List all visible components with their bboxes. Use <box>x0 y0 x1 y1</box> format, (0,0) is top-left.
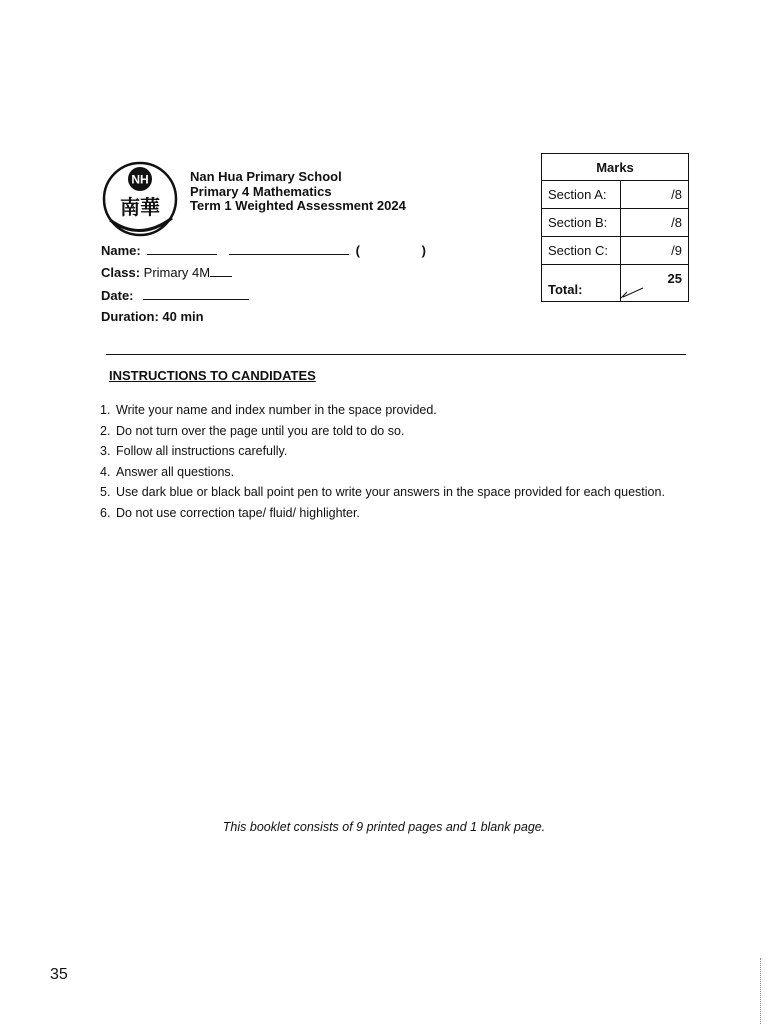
logo-initials: NH <box>131 172 149 187</box>
divider-line <box>106 354 686 355</box>
date-line <box>143 289 249 300</box>
duration-row <box>101 309 204 324</box>
section-b-value: /8 <box>621 209 689 237</box>
total-row <box>542 265 689 302</box>
instructions-list <box>100 402 680 525</box>
total-label: Total: <box>542 265 621 302</box>
instruction-text: Follow all instructions carefully. <box>116 444 288 458</box>
instruction-number: 6. <box>100 505 111 520</box>
school-name: Nan Hua Primary School <box>190 169 342 184</box>
handwritten-slash-mark <box>619 286 645 300</box>
page-number: 35 <box>50 966 68 983</box>
duration-value: 40 min <box>162 309 204 324</box>
instruction-text: Do not turn over the page until you are told to do so. <box>116 423 405 438</box>
instruction-item <box>100 443 680 459</box>
instruction-number: 5. <box>100 485 111 499</box>
marks-table <box>541 153 689 302</box>
assessment-title: Term 1 Weighted Assessment 2024 <box>190 198 406 213</box>
instructions-title: INSTRUCTIONS TO CANDIDATES <box>109 368 316 383</box>
date-row <box>101 288 249 303</box>
instruction-number: 1. <box>100 403 111 417</box>
page-edge-mark <box>760 958 762 1024</box>
marks-row <box>542 181 689 209</box>
total-value: 25 <box>667 271 682 286</box>
class-value: Primary 4M <box>143 265 211 280</box>
instruction-text: Answer all questions. <box>116 464 235 479</box>
section-b-label: Section B: <box>542 209 621 237</box>
index-close: ) <box>421 243 426 258</box>
instruction-text: Use dark blue or black ball point pen to write your answers in the space provided for each question. <box>116 485 665 499</box>
school-logo <box>100 160 184 238</box>
section-c-value: /9 <box>621 237 689 265</box>
class-row <box>101 265 232 280</box>
name-line-1 <box>147 244 217 255</box>
section-c-label: Section C: <box>542 237 621 265</box>
marks-title: Marks <box>542 154 689 181</box>
booklet-note: This booklet consists of 9 printed pages and 1 blank page. <box>222 820 546 834</box>
instruction-number: 4. <box>100 464 111 479</box>
name-line-2 <box>229 244 349 255</box>
duration-label: Duration: <box>101 309 159 324</box>
instruction-text: Do not use correction tape/ fluid/ highlighter. <box>116 505 360 520</box>
section-a-label: Section A: <box>542 181 621 209</box>
total-cell <box>621 265 689 302</box>
instruction-number: 3. <box>100 444 111 458</box>
class-line <box>210 266 232 277</box>
instruction-item <box>100 402 680 418</box>
instruction-item <box>100 484 680 500</box>
name-label: Name: <box>101 243 141 258</box>
logo-chinese-text: 南華 <box>120 195 160 219</box>
instruction-item <box>100 464 680 480</box>
section-a-value: /8 <box>621 181 689 209</box>
instruction-number: 2. <box>100 423 111 438</box>
index-open: ( <box>355 243 360 258</box>
instruction-text: Write your name and index number in the space provided. <box>116 403 437 417</box>
marks-row <box>542 209 689 237</box>
school-header <box>190 170 406 214</box>
subject-title: Primary 4 Mathematics <box>190 183 332 199</box>
name-row <box>101 243 426 258</box>
instruction-item <box>100 423 680 439</box>
marks-row <box>542 237 689 265</box>
instruction-item <box>100 505 680 521</box>
date-label: Date: <box>101 288 134 303</box>
class-label: Class: <box>101 265 141 280</box>
